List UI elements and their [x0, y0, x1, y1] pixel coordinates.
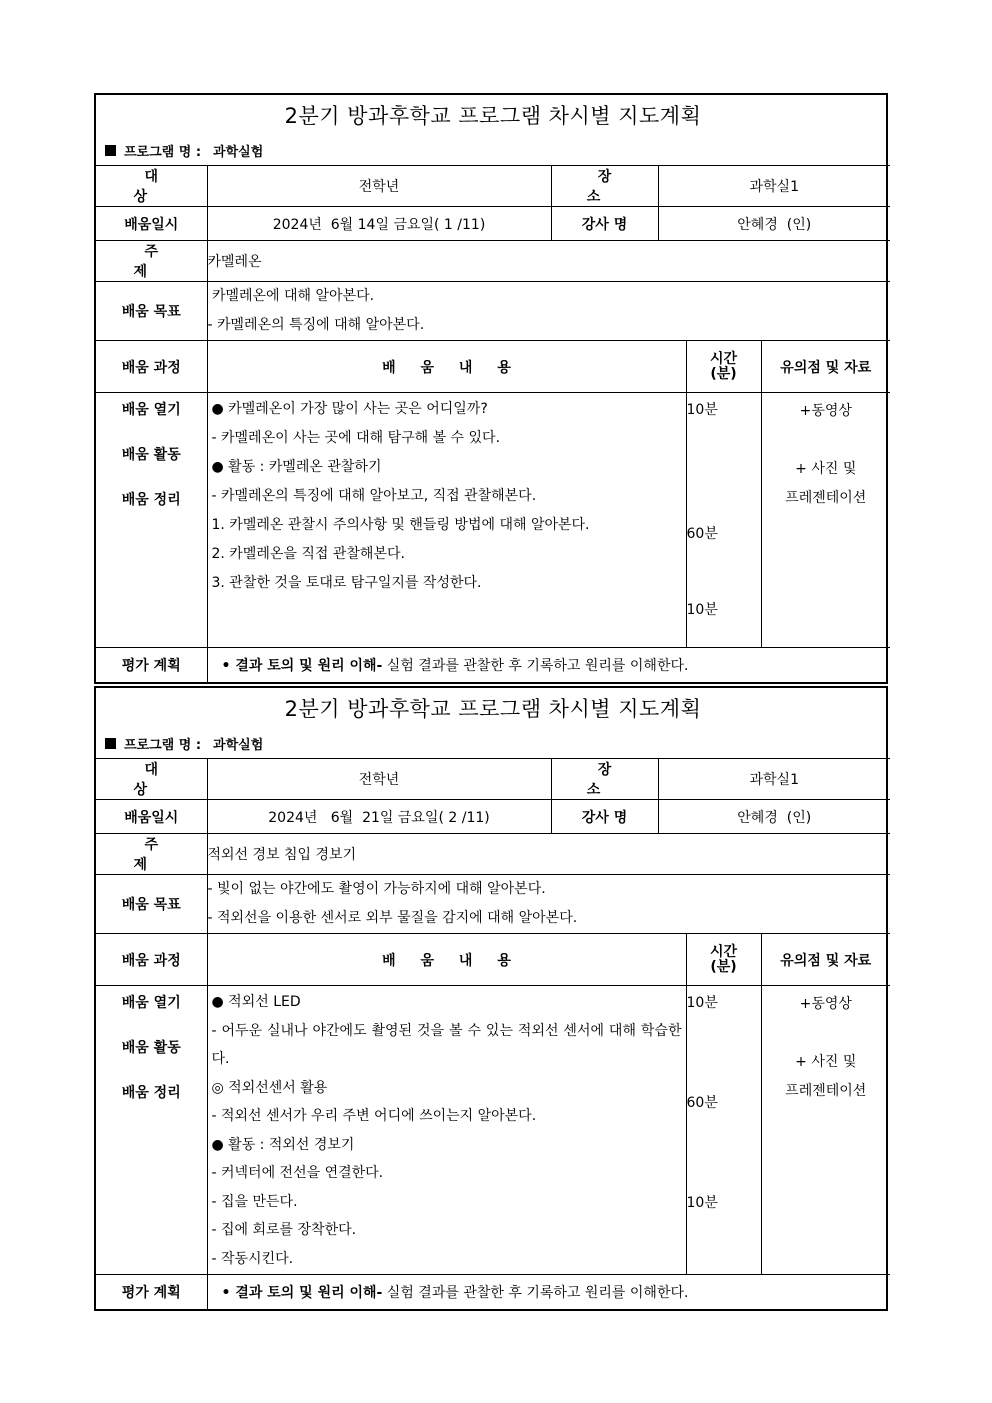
target-label: 대 상: [96, 759, 207, 800]
teacher-value: 안혜경 (인): [658, 207, 890, 241]
step-open: 배움 열기: [121, 995, 181, 1011]
time-header-line1: 시간: [709, 350, 738, 367]
place-label: 장 소: [551, 166, 658, 207]
time-header-line2: (분): [710, 365, 737, 382]
content-line: - 카멜레온이 사는 곳에 대해 탐구해 볼 수 있다.: [211, 430, 501, 446]
content-line: - 어두운 실내나 야간에도 촬영된 것을 볼 수 있는 적외선 센서에 대해 학습한다.: [211, 1022, 682, 1067]
content-line: - 집에 회로를 장착한다.: [211, 1222, 357, 1238]
content-line: ◎ 적외선센서 활용: [211, 1079, 328, 1096]
content-line: 2. 카멜레온을 직접 관찰해본다.: [211, 546, 405, 562]
content-line: 1. 카멜레온 관찰시 주의사항 및 핸들링 방법에 대해 알아본다.: [211, 517, 590, 533]
goal-item: - 빛이 없는 야간에도 촬영이 가능하지에 대해 알아본다.: [207, 881, 546, 897]
content-line: - 카멜레온의 특징에 대해 알아보고, 직접 관찰해본다.: [211, 488, 537, 504]
place-label: 장 소: [551, 759, 658, 800]
place-value: 과학실1: [658, 166, 890, 207]
date-label: 배움일시: [96, 207, 207, 241]
goal-item: - 적외선을 이용한 센서로 외부 물질을 감지에 대해 알아본다.: [207, 910, 578, 926]
content-line: - 집을 만든다.: [211, 1193, 298, 1210]
content-line: ● 카멜레온이 가장 많이 사는 곳은 어디일까?: [211, 401, 488, 417]
notes-header: 유의점 및 자료: [761, 341, 890, 393]
time-header-line1: 시간: [709, 943, 738, 960]
eval-bold: • 결과 토의 및 원리 이해-: [221, 657, 383, 674]
square-bullet-icon: [105, 738, 116, 749]
program-name: 과학실험: [213, 144, 264, 160]
eval-bold: • 결과 토의 및 원리 이해-: [221, 1284, 383, 1301]
step-open: 배움 열기: [121, 402, 181, 418]
time-value: 10분: [686, 1195, 718, 1211]
program-name-line: [96, 728, 890, 758]
goals: [207, 875, 890, 934]
content-line: - 작동시킨다.: [211, 1250, 294, 1267]
time-value: 60분: [686, 1095, 718, 1111]
topic-value: 적외선 경보 침입 경보기: [207, 834, 890, 875]
material-line: 프레젠테이션: [785, 490, 867, 506]
lesson-plan-1: [94, 93, 888, 684]
eval-label: 평가 계획: [96, 648, 207, 682]
date-value: 2024년 6월 21일 금요일( 2 /11): [207, 800, 551, 834]
process-label: 배움 과정: [96, 341, 207, 393]
time-value: 60분: [686, 526, 718, 542]
eval-plan: [207, 1275, 890, 1309]
material-line: + 사진 및: [795, 1054, 857, 1070]
content-line: ● 적외선 LED: [211, 994, 301, 1010]
time-value: 10분: [686, 402, 718, 418]
content-line: 3. 관찰한 것을 토대로 탐구일지를 작성한다.: [211, 575, 482, 591]
process-label: 배움 과정: [96, 934, 207, 986]
time-values: [686, 986, 761, 1275]
content-header: 배 움 내 용: [207, 934, 686, 986]
material-line: +동영상: [799, 996, 852, 1012]
place-value: 과학실1: [658, 759, 890, 800]
lesson-content: [207, 986, 686, 1275]
materials: [761, 986, 890, 1275]
step-close: 배움 정리: [121, 492, 181, 508]
topic-label: 주 제: [96, 834, 207, 875]
teacher-label: 강사 명: [551, 207, 658, 241]
goal-item: - 카멜레온의 특징에 대해 알아본다.: [207, 317, 425, 333]
time-header: [686, 934, 761, 986]
date-label: 배움일시: [96, 800, 207, 834]
program-name: 과학실험: [213, 737, 264, 753]
teacher-label: 강사 명: [551, 800, 658, 834]
page-title: 2분기 방과후학교 프로그램 차시별 지도계획: [284, 104, 702, 128]
process-steps: [96, 393, 207, 648]
target-label: 대 상: [96, 166, 207, 207]
date-value: 2024년 6월 14일 금요일( 1 /11): [207, 207, 551, 241]
step-activity: 배움 활동: [121, 447, 181, 463]
teacher-value: 안혜경 (인): [658, 800, 890, 834]
time-values: [686, 393, 761, 648]
material-line: +동영상: [799, 403, 852, 419]
content-header: 배 움 내 용: [207, 341, 686, 393]
time-value: 10분: [686, 995, 718, 1011]
program-label: 프로그램 명 :: [124, 737, 202, 753]
content-line: - 커넥터에 전선을 연결한다.: [211, 1165, 384, 1181]
time-header-line2: (분): [710, 958, 737, 975]
lesson-content: [207, 393, 686, 648]
eval-label: 평가 계획: [96, 1275, 207, 1309]
time-value: 10분: [686, 602, 718, 618]
target-value: 전학년: [207, 759, 551, 800]
goals: [207, 282, 890, 341]
material-line: 프레젠테이션: [785, 1083, 867, 1099]
content-line: - 적외선 센서가 우리 주변 어디에 쓰이는지 알아본다.: [211, 1108, 537, 1124]
target-value: 전학년: [207, 166, 551, 207]
eval-text: 실험 결과를 관찰한 후 기록하고 원리를 이해한다.: [382, 1284, 689, 1301]
eval-plan: [207, 648, 890, 682]
goal-label: 배움 목표: [96, 875, 207, 934]
page-title: 2분기 방과후학교 프로그램 차시별 지도계획: [284, 697, 702, 721]
topic-value: 카멜레온: [207, 241, 890, 282]
program-label: 프로그램 명 :: [124, 144, 202, 160]
topic-label: 주 제: [96, 241, 207, 282]
content-line: ● 활동 : 카멜레온 관찰하기: [211, 459, 382, 475]
eval-text: 실험 결과를 관찰한 후 기록하고 원리를 이해한다.: [382, 657, 689, 674]
process-steps: [96, 986, 207, 1275]
material-line: + 사진 및: [795, 461, 857, 477]
goal-item: 카멜레온에 대해 알아본다.: [207, 288, 375, 304]
lesson-plan-2: [94, 686, 888, 1311]
step-close: 배움 정리: [121, 1085, 181, 1101]
step-activity: 배움 활동: [121, 1040, 181, 1056]
square-bullet-icon: [105, 145, 116, 156]
materials: [761, 393, 890, 648]
content-line: ● 활동 : 적외선 경보기: [211, 1136, 355, 1153]
notes-header: 유의점 및 자료: [761, 934, 890, 986]
goal-label: 배움 목표: [96, 282, 207, 341]
time-header: [686, 341, 761, 393]
program-name-line: [96, 135, 890, 165]
